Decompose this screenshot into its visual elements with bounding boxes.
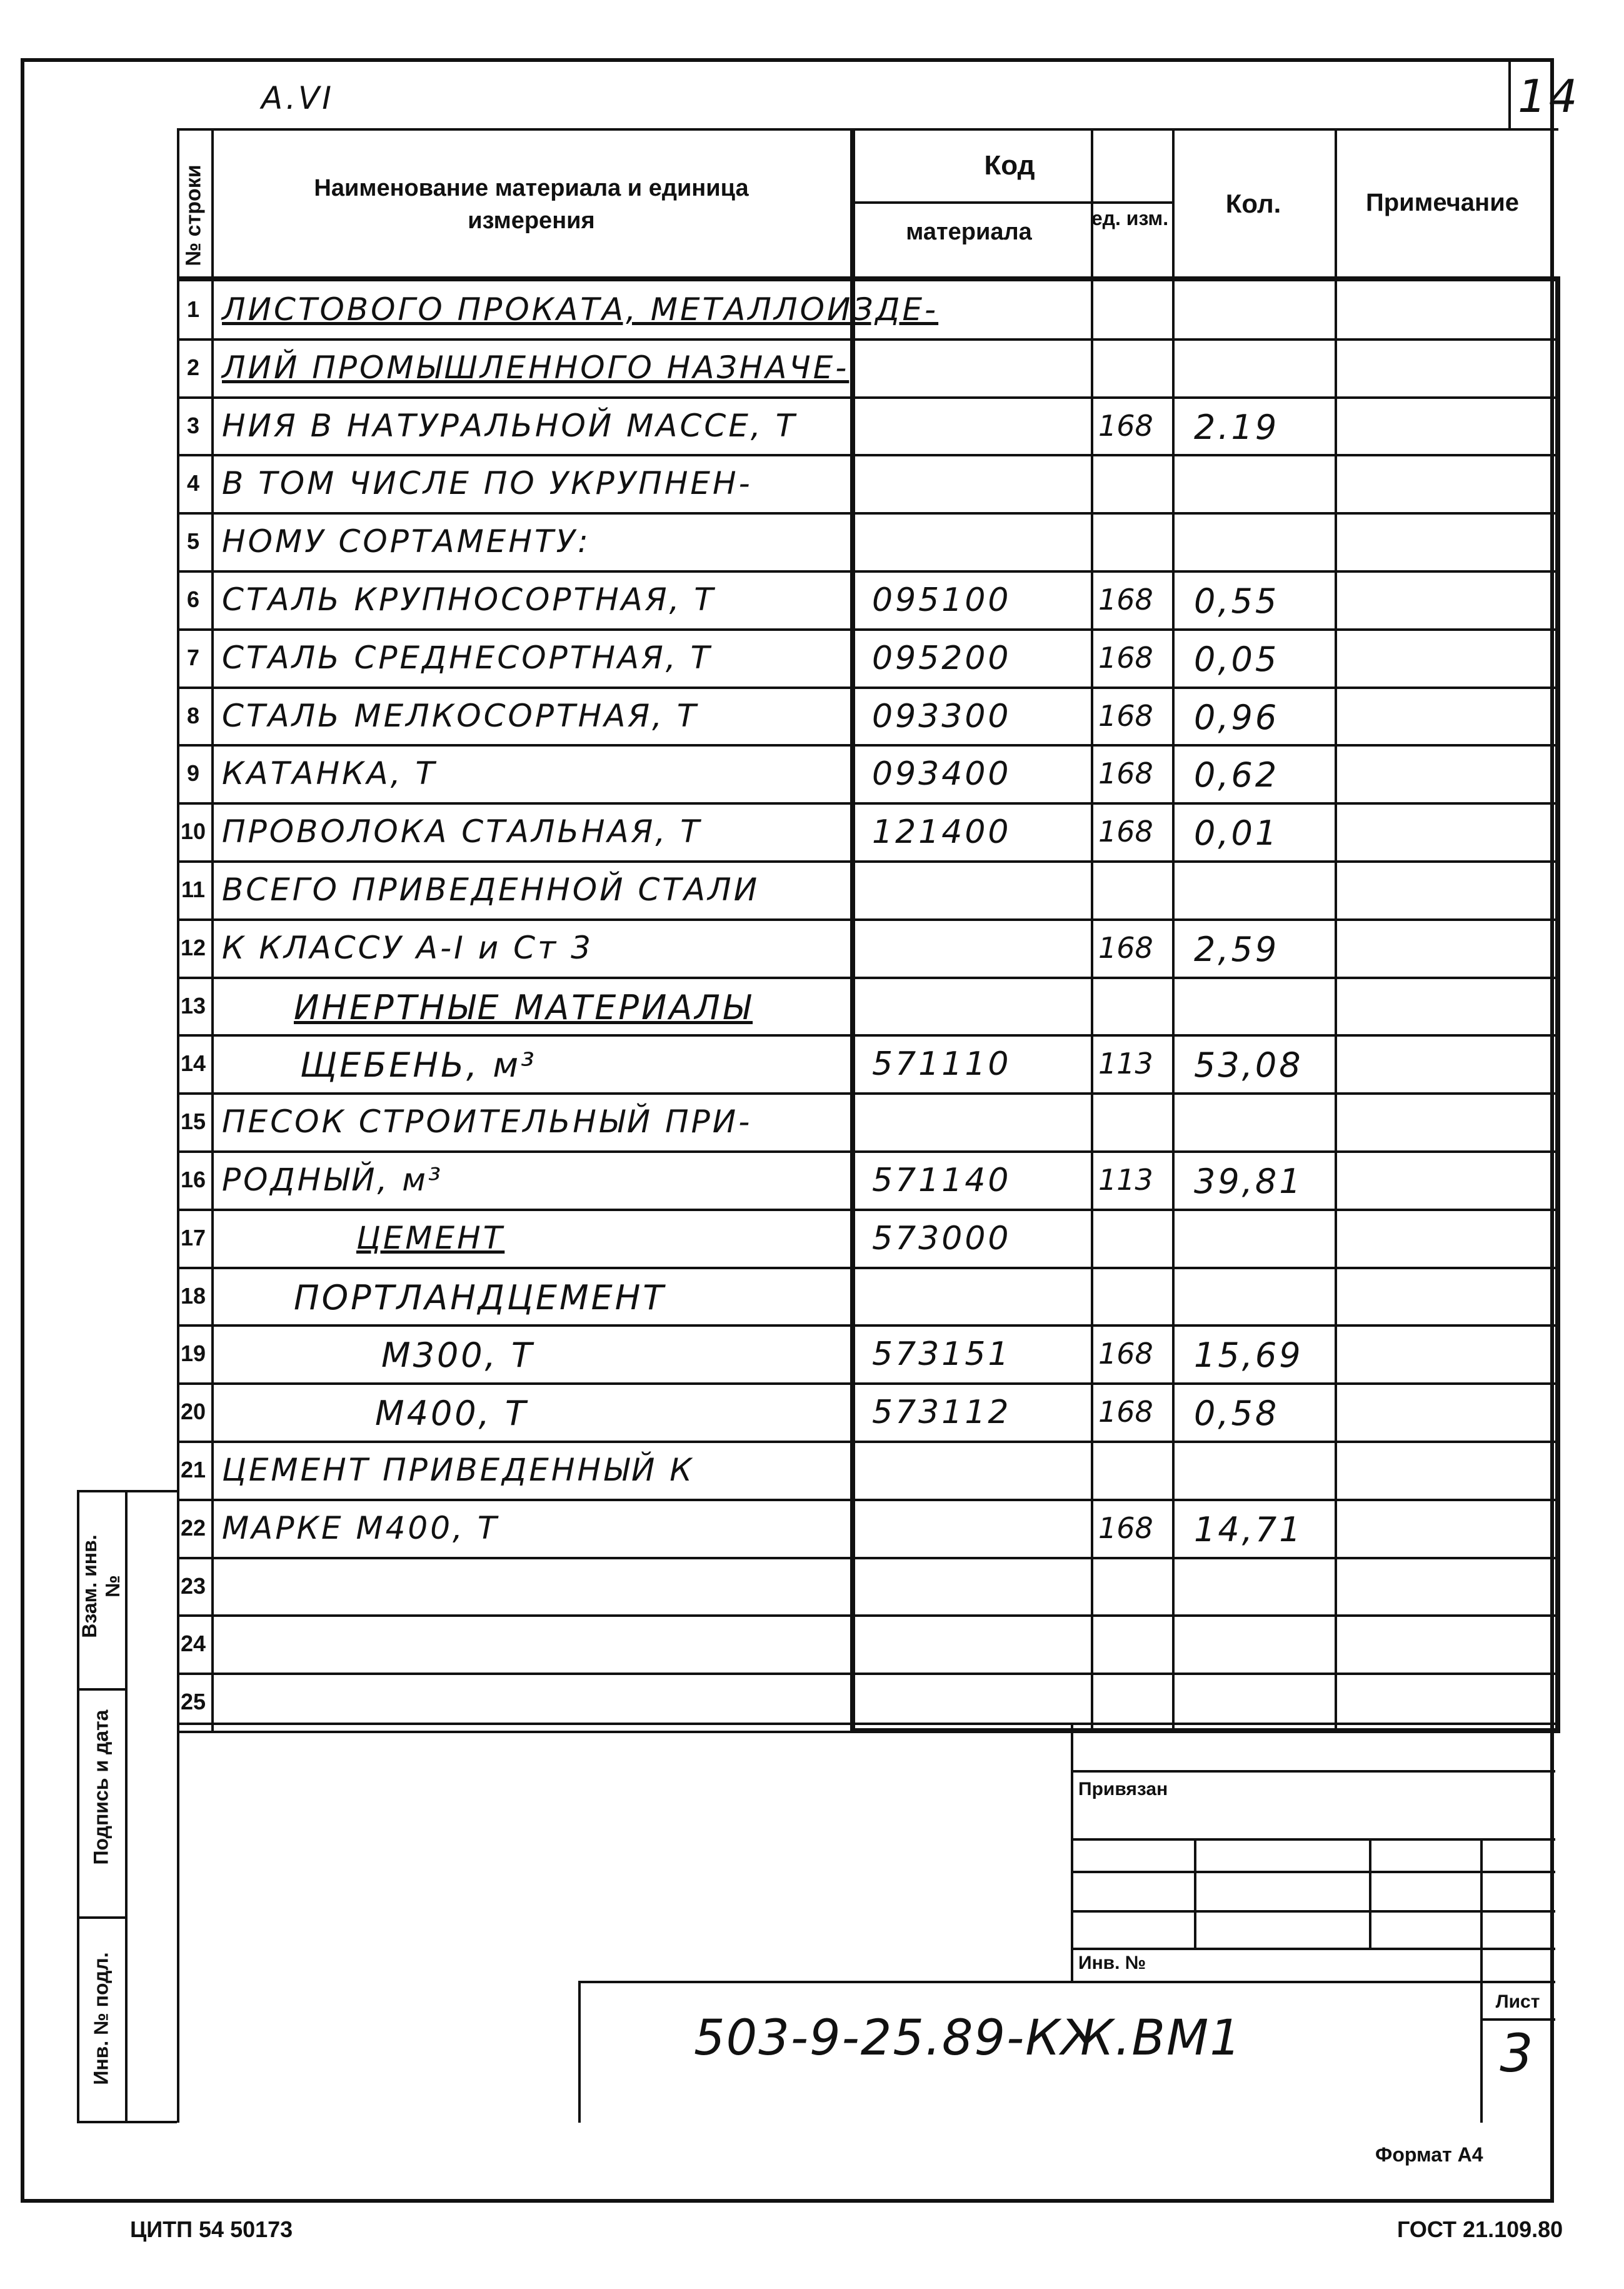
row-number: 25 xyxy=(181,1689,206,1715)
row-number: 9 xyxy=(186,760,200,787)
material-name: ПОРТЛАНДЦЕМЕНТ xyxy=(294,1277,666,1317)
row-number: 23 xyxy=(181,1572,206,1599)
grid-line xyxy=(177,1614,1555,1617)
material-code: 093400 xyxy=(872,755,1011,793)
stamp-vzam: Взам. инв. № xyxy=(78,1534,124,1638)
header-code-material: материала xyxy=(906,219,1032,245)
row-number: 24 xyxy=(181,1631,206,1657)
row-number: 16 xyxy=(181,1167,206,1192)
quantity: 0,96 xyxy=(1194,697,1280,737)
row-number: 10 xyxy=(181,818,206,845)
side-stamp-line xyxy=(77,1916,127,1919)
grid-line xyxy=(177,918,1555,921)
grid-line xyxy=(177,860,1555,863)
privyazan-label: Привязан xyxy=(1078,1779,1168,1799)
unit-code: 113 xyxy=(1098,1163,1153,1197)
title-block-line xyxy=(1480,2018,1555,2021)
stamp-podpis: Подпись и дата xyxy=(89,1709,113,1865)
material-code: 571110 xyxy=(872,1045,1011,1084)
grid-line xyxy=(1172,128,1175,1731)
unit-code: 168 xyxy=(1098,757,1153,791)
header-name: Наименование материала и единица измерения xyxy=(314,175,749,234)
title-block-line xyxy=(578,1981,581,2123)
header-row-no: № строки xyxy=(181,164,206,266)
row-number: 3 xyxy=(186,412,200,438)
material-name: КАТАНКА, Т xyxy=(222,755,438,792)
material-name: ПЕСОК СТРОИТЕЛЬНЫЙ ПРИ- xyxy=(222,1104,753,1140)
row-number: 6 xyxy=(186,586,200,612)
unit-code: 168 xyxy=(1098,408,1153,443)
row-number: 22 xyxy=(181,1514,206,1541)
grid-line xyxy=(177,128,179,1731)
material-name: В ТОМ ЧИСЛЕ ПО УКРУПНЕН- xyxy=(222,465,753,502)
grid-line xyxy=(177,1092,1555,1095)
material-name: СТАЛЬ МЕЛКОСОРТНАЯ, Т xyxy=(222,697,699,734)
quantity: 0,62 xyxy=(1194,755,1280,795)
material-name: ИНЕРТНЫЕ МАТЕРИАЛЫ xyxy=(294,987,753,1027)
material-name: СТАЛЬ КРУПНОСОРТНАЯ, Т xyxy=(222,581,716,618)
material-code: 573000 xyxy=(872,1219,1011,1257)
material-name: ЛИЙ ПРОМЫШЛЕННОГО НАЗНАЧЕ- xyxy=(222,349,850,386)
grid-line xyxy=(177,628,1555,631)
material-name: ЦЕМЕНТ ПРИВЕДЕННЫЙ К xyxy=(222,1452,694,1488)
row-number: 17 xyxy=(181,1224,206,1250)
grid-line xyxy=(177,338,1555,341)
material-code: 121400 xyxy=(872,813,1011,852)
material-name: М300, Т xyxy=(381,1336,534,1376)
title-block-line xyxy=(1369,1838,1371,1948)
top-left-note: A.VI xyxy=(261,80,334,116)
row-number: 18 xyxy=(181,1282,206,1309)
grid-line xyxy=(177,396,1555,399)
material-name: ЦЕМЕНТ xyxy=(356,1219,505,1256)
grid-line xyxy=(177,1731,850,1733)
row-number: 4 xyxy=(186,470,200,496)
row-number: 5 xyxy=(186,528,200,555)
grid-line xyxy=(177,1150,1555,1153)
material-code: 095100 xyxy=(872,581,1011,619)
material-name: МАРКЕ М400, Т xyxy=(222,1509,499,1546)
unit-code: 113 xyxy=(1098,1047,1153,1081)
row-number: 20 xyxy=(181,1399,206,1425)
quantity: 0,58 xyxy=(1194,1394,1280,1434)
side-stamp-line xyxy=(125,1491,128,2123)
row-number: 1 xyxy=(186,296,200,322)
grid-line xyxy=(177,512,1555,515)
grid-line xyxy=(177,802,1555,805)
header-code-unit: ед. изм. xyxy=(1091,207,1169,229)
row-number: 21 xyxy=(181,1457,206,1482)
material-code: 573112 xyxy=(872,1394,1011,1432)
quantity: 0,01 xyxy=(1194,813,1280,853)
header-note: Примечание xyxy=(1365,189,1520,216)
grid-line xyxy=(1091,128,1093,1731)
material-code: 095200 xyxy=(872,639,1011,677)
unit-code: 168 xyxy=(1098,1395,1153,1429)
quantity: 53,08 xyxy=(1194,1045,1303,1085)
grid-line xyxy=(177,1267,1555,1269)
grid-line xyxy=(1335,128,1337,1731)
side-stamp-line xyxy=(77,1490,177,1492)
quantity: 15,69 xyxy=(1194,1336,1303,1376)
grid-line xyxy=(177,128,1555,131)
list-number: 3 xyxy=(1500,2023,1536,2084)
grid-line xyxy=(177,1209,1555,1211)
grid-line xyxy=(177,276,1555,281)
grid-line xyxy=(177,1324,1555,1327)
quantity: 2.19 xyxy=(1194,407,1280,447)
grid-line xyxy=(177,454,1555,456)
quantity: 0,05 xyxy=(1194,639,1280,679)
header-code: Код xyxy=(984,150,1035,181)
material-name: ЛИСТОВОГО ПРОКАТА, МЕТАЛЛОИЗДЕ- xyxy=(222,291,939,328)
grid-line xyxy=(177,744,1555,747)
grid-line xyxy=(177,687,1555,689)
row-number: 13 xyxy=(181,992,206,1019)
material-code: 573151 xyxy=(872,1336,1011,1374)
list-label: Лист xyxy=(1495,1991,1540,2012)
row-number: 11 xyxy=(181,877,206,902)
stamp-inv-podl: Инв. № подл. xyxy=(89,1952,113,2085)
unit-code: 168 xyxy=(1098,698,1153,733)
title-block-line xyxy=(1194,1838,1196,1948)
grid-line xyxy=(177,570,1555,573)
row-number: 14 xyxy=(181,1050,206,1077)
grid-line xyxy=(850,1728,1560,1733)
quantity: 39,81 xyxy=(1194,1162,1303,1201)
row-number: 12 xyxy=(181,934,206,960)
material-name: НИЯ В НАТУРАЛЬНОЙ МАССЕ, Т xyxy=(222,407,798,444)
side-stamp-line xyxy=(77,2121,177,2123)
grid-line xyxy=(177,1731,179,2123)
document-code: 503-9-25.89-КЖ.ВМ1 xyxy=(694,2010,1242,2066)
material-name: ПРОВОЛОКА СТАЛЬНАЯ, Т xyxy=(222,813,702,850)
quantity: 0,55 xyxy=(1194,581,1280,621)
grid-line xyxy=(177,1673,1555,1675)
grid-line xyxy=(850,128,855,1731)
footer-right: ГОСТ 21.109.80 xyxy=(1397,2216,1563,2242)
row-number: 7 xyxy=(186,644,200,670)
header-qty: Кол. xyxy=(1225,189,1281,218)
grid-line xyxy=(211,128,214,1731)
row-number: 8 xyxy=(186,702,200,728)
unit-code: 168 xyxy=(1098,815,1153,849)
title-block-line xyxy=(1071,1723,1073,1983)
row-number: 19 xyxy=(181,1341,206,1367)
grid-line xyxy=(177,1034,1555,1037)
material-code: 093300 xyxy=(872,697,1011,735)
inv-no-label: Инв. № xyxy=(1078,1953,1146,1973)
grid-line xyxy=(177,977,1555,979)
unit-code: 168 xyxy=(1098,640,1153,675)
row-number: 2 xyxy=(186,354,200,380)
grid-line xyxy=(850,201,1172,204)
material-name: ВСЕГО ПРИВЕДЕННОЙ СТАЛИ xyxy=(222,872,760,908)
material-name: СТАЛЬ СРЕДНЕСОРТНАЯ, Т xyxy=(222,639,713,676)
grid-line xyxy=(177,1441,1555,1443)
footer-left: ЦИТП 54 50173 xyxy=(130,2216,293,2242)
unit-code: 168 xyxy=(1098,583,1153,616)
corner-sheet-number: 14 xyxy=(1518,70,1580,123)
grid-line xyxy=(177,1557,1555,1559)
corner-box-line xyxy=(1508,58,1511,131)
title-block-line xyxy=(1071,1770,1555,1773)
side-stamp-line xyxy=(77,1688,127,1691)
material-code: 571140 xyxy=(872,1162,1011,1199)
quantity: 14,71 xyxy=(1194,1509,1303,1549)
format-label: Формат А4 xyxy=(1375,2143,1483,2166)
material-name: К КЛАССУ А-I и Ст 3 xyxy=(222,929,593,966)
material-name: НОМУ СОРТАМЕНТУ: xyxy=(222,523,591,560)
grid-line xyxy=(177,1382,1555,1385)
grid-line xyxy=(177,1723,1555,1725)
unit-code: 168 xyxy=(1098,1511,1153,1545)
unit-code: 168 xyxy=(1098,1337,1153,1371)
material-name: М400, Т xyxy=(375,1394,528,1434)
title-block-line xyxy=(578,1981,1555,1983)
grid-line xyxy=(177,1499,1555,1501)
quantity: 2,59 xyxy=(1194,929,1280,969)
grid-line xyxy=(1555,276,1560,1731)
material-name: ЩЕБЕНЬ, м³ xyxy=(300,1045,537,1085)
unit-code: 168 xyxy=(1098,930,1153,965)
row-number: 15 xyxy=(181,1109,206,1135)
material-name: РОДНЫЙ, м³ xyxy=(222,1162,444,1198)
